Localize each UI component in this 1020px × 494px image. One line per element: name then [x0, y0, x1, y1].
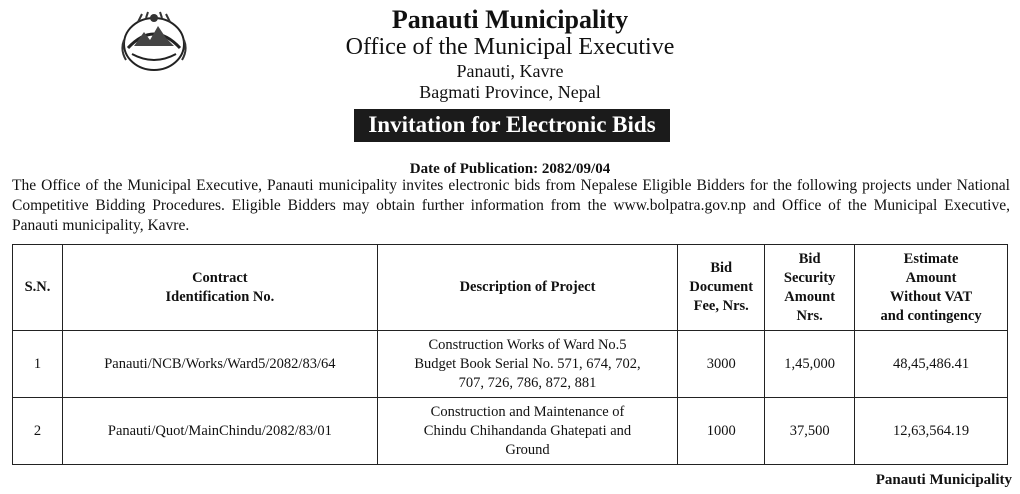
office-name: Office of the Municipal Executive	[345, 34, 675, 60]
cell-contract-id: Panauti/Quot/MainChindu/2082/83/01	[62, 398, 377, 465]
header-contract-id: Contract Identification No.	[62, 245, 377, 331]
letterhead	[0, 6, 1020, 142]
cell-bid-security: 1,45,000	[765, 331, 855, 398]
header-bid-fee: Bid Document Fee, Nrs.	[678, 245, 765, 331]
intro-paragraph: The Office of the Municipal Executive, Panauti municipality invites electronic bids from Nepalese Eligible Bidders for the following projects under National Competitive Bidding Procedures. Eligible Bidders may obtain further information from the www.bolpatra.gov.np and Office of the Municipal Executive, Panauti municipality, Kavre.	[12, 177, 1010, 234]
cell-sn: 1	[13, 331, 63, 398]
header-description: Description of Project	[377, 245, 677, 331]
table-row	[13, 398, 1008, 465]
cell-description: Construction and Maintenance of Chindu Chihandanda Ghatepati and Ground	[377, 398, 677, 465]
header-bid-security: Bid Security Amount Nrs.	[765, 245, 855, 331]
bids-table	[12, 244, 1008, 465]
table-header-row	[13, 245, 1008, 331]
cell-description: Construction Works of Ward No.5 Budget Book Serial No. 571, 674, 702, 707, 726, 786, 872, 881	[377, 331, 677, 398]
publication-date-label: Date of Publication:	[409, 161, 539, 177]
publication-date-value: 2082/09/04	[541, 161, 611, 177]
header-sn: S.N.	[13, 245, 63, 331]
cell-contract-id: Panauti/NCB/Works/Ward5/2082/83/64	[62, 331, 377, 398]
cell-bid-fee: 3000	[678, 331, 765, 398]
header-estimate: Estimate Amount Without VAT and contingency	[855, 245, 1008, 331]
address-line-2: Bagmati Province, Nepal	[419, 82, 601, 102]
cell-estimate: 12,63,564.19	[855, 398, 1008, 465]
cell-sn: 2	[13, 398, 63, 465]
address-line-1: Panauti, Kavre	[456, 61, 564, 81]
table-row	[13, 331, 1008, 398]
cell-estimate: 48,45,486.41	[855, 331, 1008, 398]
cell-bid-security: 37,500	[765, 398, 855, 465]
organization-name: Panauti Municipality	[391, 5, 629, 34]
cell-bid-fee: 1000	[678, 398, 765, 465]
notice-title: Invitation for Electronic Bids	[354, 109, 669, 142]
signature: Panauti Municipality	[875, 472, 1012, 488]
